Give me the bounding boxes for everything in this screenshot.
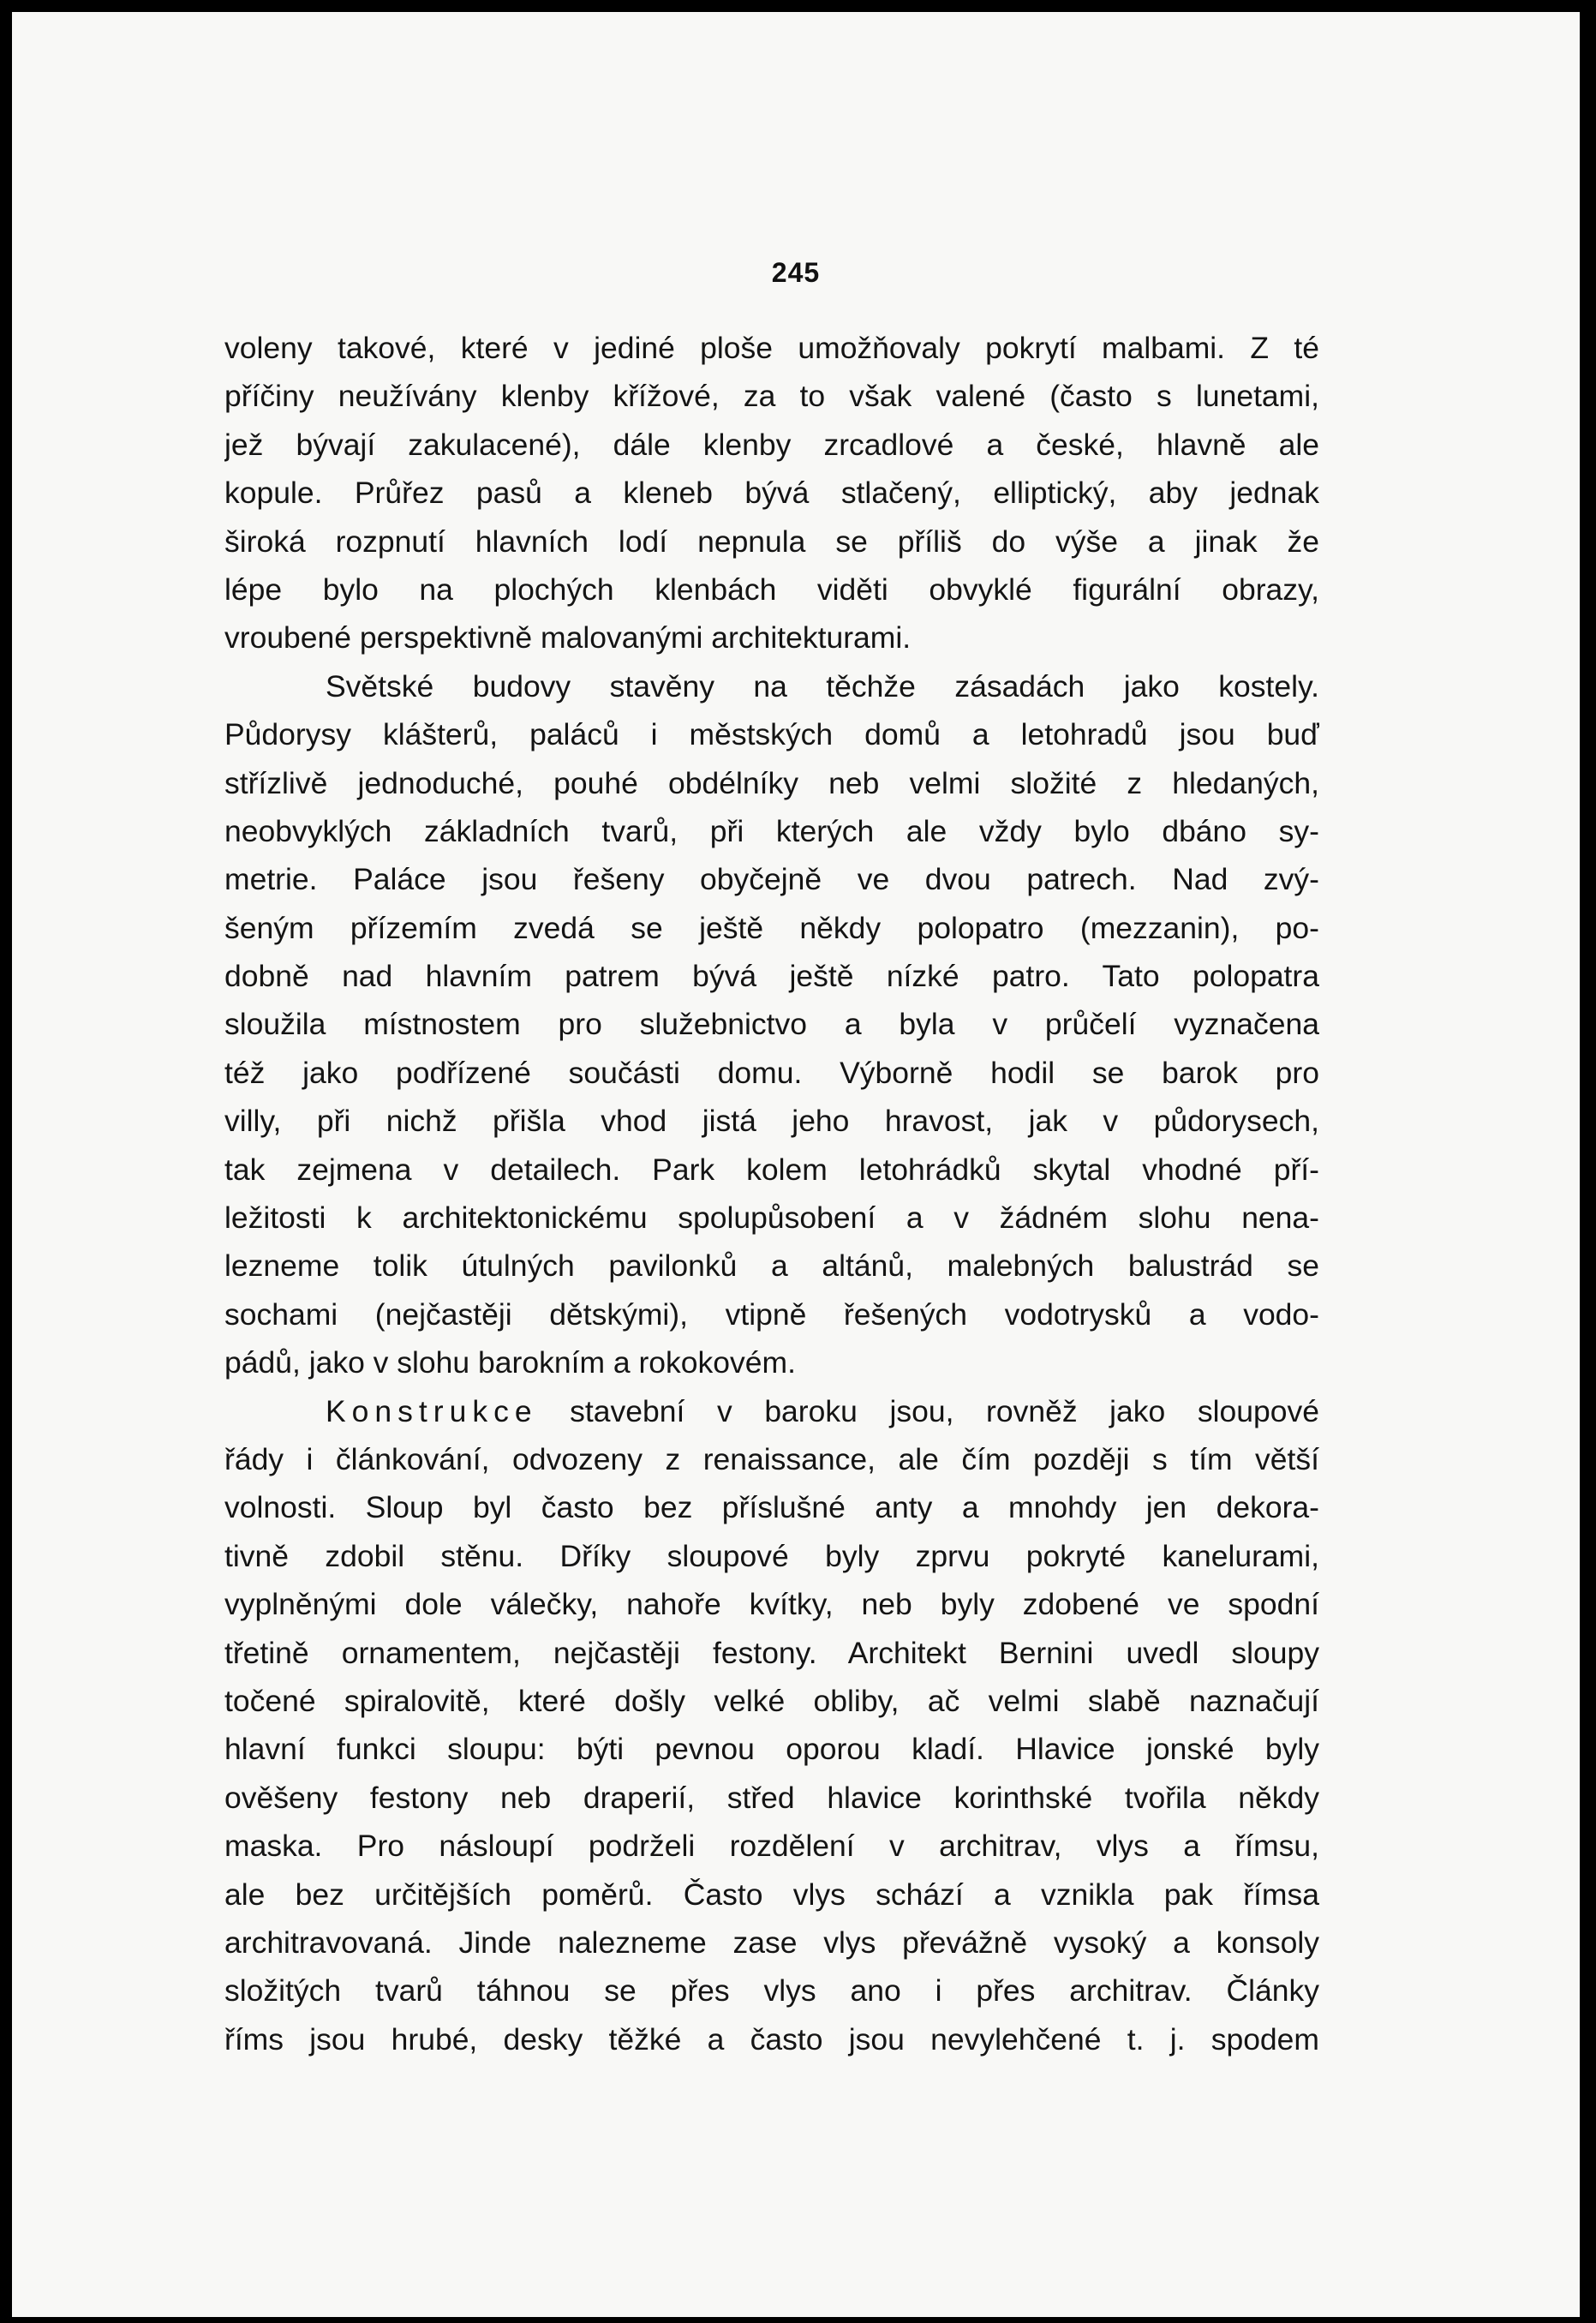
text-line: lezneme tolik útulných pavilonků a altánů, malebných balustrád se (224, 1248, 1319, 1284)
text-line: ale bez určitějších poměrů. Často vlys schází a vznikla pak římsa (224, 1877, 1319, 1912)
text-line: sochami (nejčastěji dětskými), vtipně řešených vodotrysků a vodo- (224, 1296, 1319, 1332)
text-line: řády i článkování, odvozeny z renaissance, ale čím později s tím větší (224, 1441, 1319, 1476)
text-line: volnosti. Sloup byl často bez příslušné anty a mnohdy jen dekora- (224, 1490, 1319, 1525)
text-line: též jako podřízené součásti domu. Výborně hodil se barok pro (224, 1055, 1319, 1090)
document-page (12, 12, 1580, 2317)
text-line: pádů, jako v slohu barokním a rokokovém. (224, 1345, 796, 1380)
text-line: široká rozpnutí hlavních lodí nepnula se příliš do výše a jinak že (224, 524, 1319, 559)
text-line: vroubené perspektivně malovanými architekturami. (224, 620, 912, 656)
text-line: kopule. Průřez pasů a kleneb bývá stlačený, elliptický, aby jednak (224, 476, 1319, 511)
text-line: složitých tvarů táhnou se přes vlys ano i přes architrav. Články (224, 1973, 1319, 2009)
text-line: lépe bylo na plochých klenbách viděti obvyklé figurální obrazy, (224, 572, 1319, 607)
text-line: ležitosti k architektonickému spolupůsobení a v žádném slohu nena- (224, 1200, 1319, 1236)
text-line: ověšeny festony neb draperií, střed hlavice korinthské tvořila někdy (224, 1780, 1319, 1815)
text-line: šeným přízemím zvedá se ještě někdy polopatro (mezzanin), po- (224, 910, 1319, 945)
text-line: villy, při nichž přišla vhod jistá jeho hravost, jak v půdorysech, (224, 1104, 1319, 1139)
page-number: 245 (771, 257, 821, 288)
text-line: tivně zdobil stěnu. Dříky sloupové byly zprvu pokryté kanelurami, (224, 1538, 1319, 1573)
spaced-emphasis: Konstrukce (326, 1393, 538, 1428)
text-line: střízlivě jednoduché, pouhé obdélníky neb velmi složité z hledaných, (224, 765, 1319, 800)
text-line: sloužila místnostem pro služebnictvo a byla v průčelí vyznačena (224, 1007, 1319, 1042)
text-line: maska. Pro násloupí podrželi rozdělení v architrav, vlys a římsu, (224, 1829, 1319, 1864)
text-line: třetině ornamentem, nejčastěji festony. Architekt Bernini uvedl sloupy (224, 1635, 1319, 1670)
text-line: architravovaná. Jinde nalezneme zase vlys převážně vysoký a konsoly (224, 1925, 1319, 1960)
body-text (224, 324, 1319, 2063)
text-line: neobvyklých základních tvarů, při kterých ale vždy bylo dbáno sy- (224, 813, 1319, 848)
text-line: voleny takové, které v jediné ploše umožňovaly pokrytí malbami. Z té (224, 331, 1319, 365)
text-fragment: stavební v baroku jsou, rovněž jako sloupové (537, 1393, 1319, 1428)
text-line: vyplněnými dole válečky, nahoře kvítky, neb byly zdobené ve spodní (224, 1587, 1319, 1622)
text-line: metrie. Paláce jsou řešeny obyčejně ve dvou patrech. Nad zvý- (224, 862, 1319, 897)
text-line: jež bývají zakulacené), dále klenby zrcadlové a české, hlavně ale (224, 427, 1319, 462)
text-line: tak zejmena v detailech. Park kolem letohrádků skytal vhodné pří- (224, 1152, 1319, 1187)
text-line: hlavní funkci sloupu: býti pevnou oporou kladí. Hlavice jonské byly (224, 1732, 1319, 1767)
text-line: Půdorysy klášterů, paláců i městských domů a letohradů jsou buď (224, 717, 1319, 752)
text-line-spaced-start (224, 1387, 1319, 1435)
text-line: říms jsou hrubé, desky těžké a často jsou nevylehčené t. j. spodem (224, 2021, 1319, 2057)
text-line: točené spiralovitě, které došly velké obliby, ač velmi slabě naznačují (224, 1683, 1319, 1718)
text-line: dobně nad hlavním patrem bývá ještě nízké patro. Tato polopatra (224, 959, 1319, 994)
text-line: Světské budovy stavěny na těchže zásadách jako kostely. (326, 668, 1319, 703)
text-line: příčiny neužívány klenby křížové, za to však valené (často s lunetami, (224, 379, 1319, 414)
